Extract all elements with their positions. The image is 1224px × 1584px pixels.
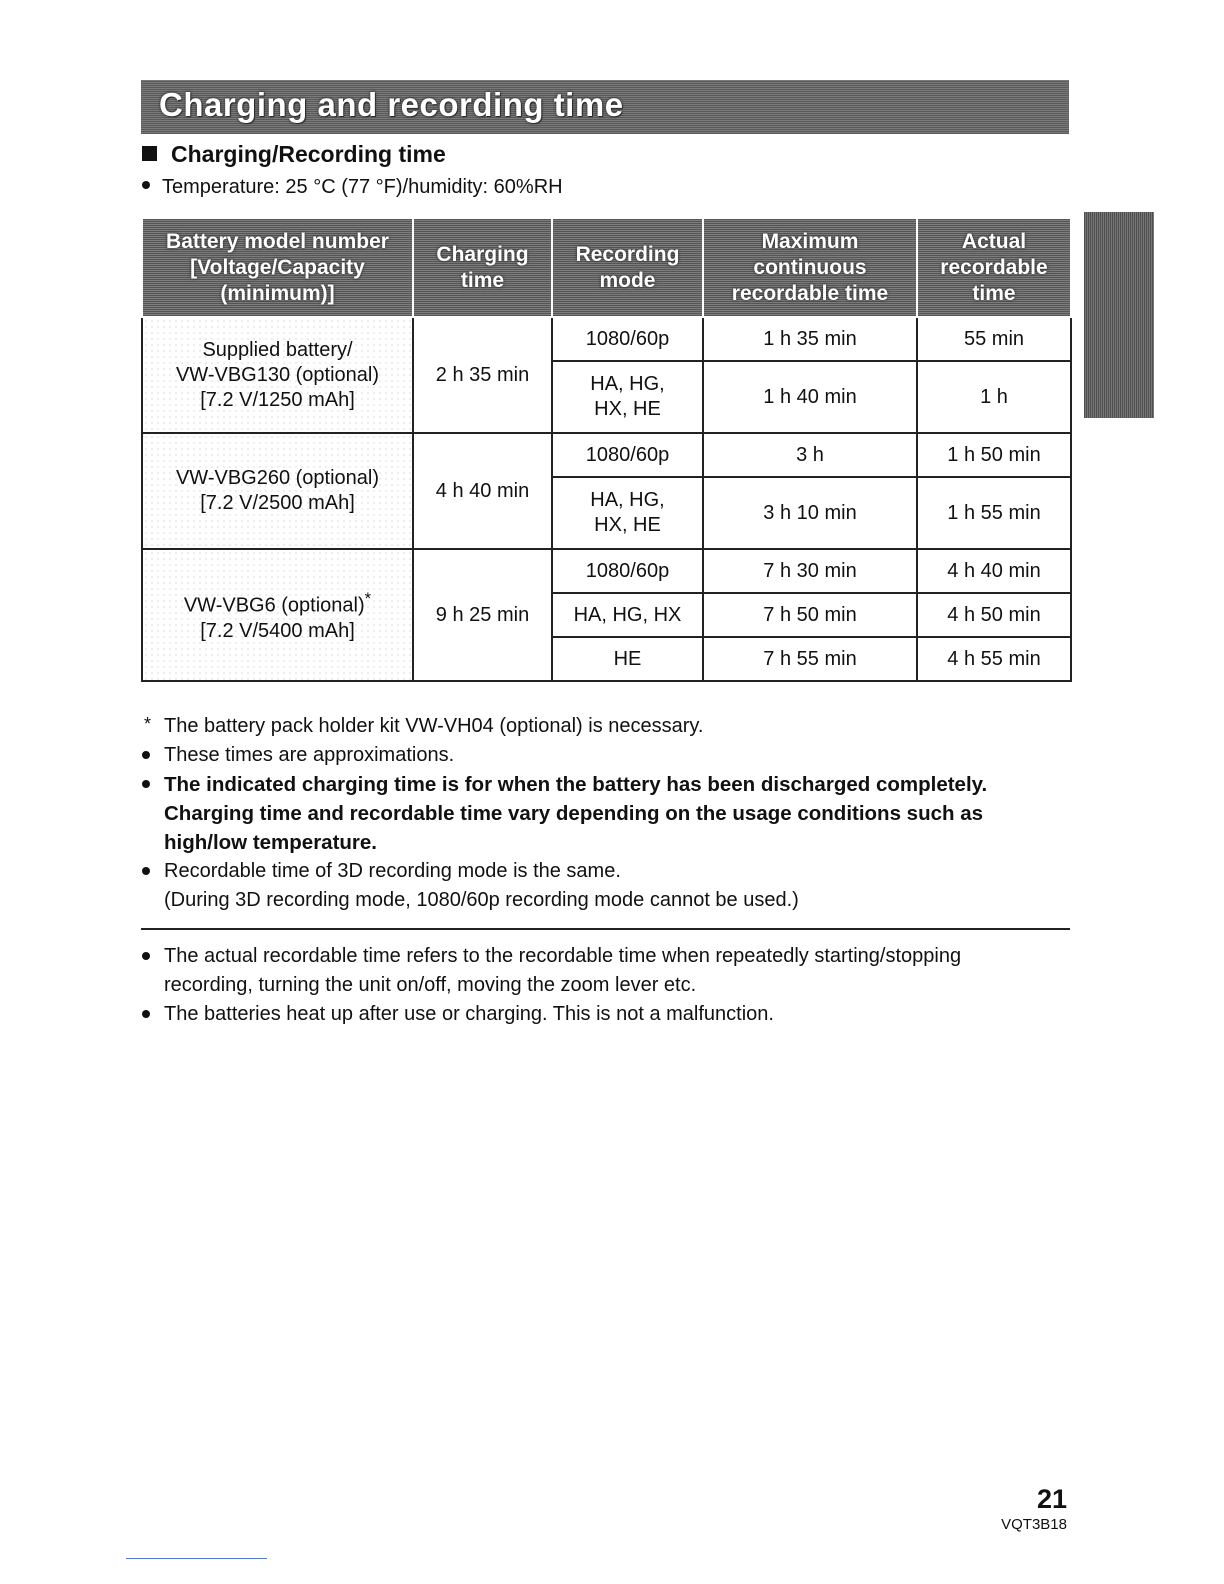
square-bullet-icon	[142, 146, 157, 161]
bullet-icon	[142, 751, 150, 759]
charging-time-cell: 9 h 25 min	[413, 549, 552, 681]
actual-time-cell: 1 h 55 min	[917, 477, 1071, 549]
charging-recording-table	[141, 217, 1072, 682]
header-actual-recordable: Actual recordable time	[917, 218, 1071, 317]
note-actual: The actual recordable time refers to the recordable time when repeatedly starting/stopping recording, turning the unit on/off, moving the zoom lever etc.	[142, 942, 1072, 1000]
page-number: 21	[1036, 1484, 1067, 1514]
table-row	[142, 317, 1071, 361]
max-time-cell: 7 h 55 min	[703, 637, 917, 681]
mode-cell: 1080/60p	[552, 549, 703, 593]
actual-time-cell: 1 h 50 min	[917, 433, 1071, 477]
title-banner	[141, 80, 1069, 134]
bullet-icon	[142, 952, 150, 960]
side-tab-marker	[1084, 212, 1154, 418]
notes-block	[142, 712, 1072, 915]
actual-time-cell: 4 h 50 min	[917, 593, 1071, 637]
temperature-text: Temperature: 25 °C (77 °F)/humidity: 60%RH	[162, 176, 563, 198]
note-heat: The batteries heat up after use or charging. This is not a malfunction.	[142, 1000, 1072, 1029]
note-approx: These times are approximations.	[142, 741, 1072, 770]
max-time-cell: 3 h 10 min	[703, 477, 917, 549]
footer-line	[126, 1558, 267, 1559]
temperature-line	[142, 176, 563, 199]
battery-cell: VW-VBG6 (optional)* [7.2 V/5400 mAh]	[142, 549, 413, 681]
note-bold: The indicated charging time is for when the battery has been discharged completely. Charging time and recordable time vary depending on the usage conditions such as high/low temperature.	[142, 770, 1072, 857]
table-row	[142, 549, 1071, 593]
table-row	[142, 433, 1071, 477]
charging-time-cell: 4 h 40 min	[413, 433, 552, 549]
section-heading-text: Charging/Recording time	[171, 141, 446, 167]
max-time-cell: 3 h	[703, 433, 917, 477]
section-heading	[142, 141, 446, 168]
footnote-mark: *	[364, 589, 372, 609]
mode-cell: HA, HG, HX	[552, 593, 703, 637]
max-time-cell: 7 h 50 min	[703, 593, 917, 637]
bullet-icon	[142, 1010, 150, 1018]
bullet-icon	[142, 867, 150, 875]
battery-cell: Supplied battery/ VW-VBG130 (optional) [7.2 V/1250 mAh]	[142, 317, 413, 433]
max-time-cell: 1 h 40 min	[703, 361, 917, 433]
header-battery: Battery model number [Voltage/Capacity (minimum)]	[142, 218, 413, 317]
mode-cell: HE	[552, 637, 703, 681]
document-code: VQT3B18	[1001, 1516, 1067, 1533]
charging-time-cell: 2 h 35 min	[413, 317, 552, 433]
mode-cell: HA, HG, HX, HE	[552, 477, 703, 549]
table-header-row	[142, 218, 1071, 317]
actual-time-cell: 4 h 55 min	[917, 637, 1071, 681]
divider	[141, 928, 1070, 930]
footnote-star: *	[144, 714, 152, 734]
max-time-cell: 7 h 30 min	[703, 549, 917, 593]
bullet-icon	[142, 780, 150, 788]
mode-cell: 1080/60p	[552, 317, 703, 361]
battery-cell: VW-VBG260 (optional) [7.2 V/2500 mAh]	[142, 433, 413, 549]
mode-cell: HA, HG, HX, HE	[552, 361, 703, 433]
actual-time-cell: 4 h 40 min	[917, 549, 1071, 593]
bullet-icon	[142, 181, 150, 189]
footnote: * The battery pack holder kit VW-VH04 (optional) is necessary.	[142, 712, 1072, 741]
mode-cell: 1080/60p	[552, 433, 703, 477]
max-time-cell: 1 h 35 min	[703, 317, 917, 361]
notes-block-2	[142, 942, 1072, 1029]
page-title: Charging and recording time	[159, 86, 624, 123]
header-charging-time: Charging time	[413, 218, 552, 317]
note-3d: Recordable time of 3D recording mode is the same. (During 3D recording mode, 1080/60p recording mode cannot be used.)	[142, 857, 1072, 915]
header-max-continuous: Maximum continuous recordable time	[703, 218, 917, 317]
actual-time-cell: 55 min	[917, 317, 1071, 361]
header-recording-mode: Recording mode	[552, 218, 703, 317]
actual-time-cell: 1 h	[917, 361, 1071, 433]
